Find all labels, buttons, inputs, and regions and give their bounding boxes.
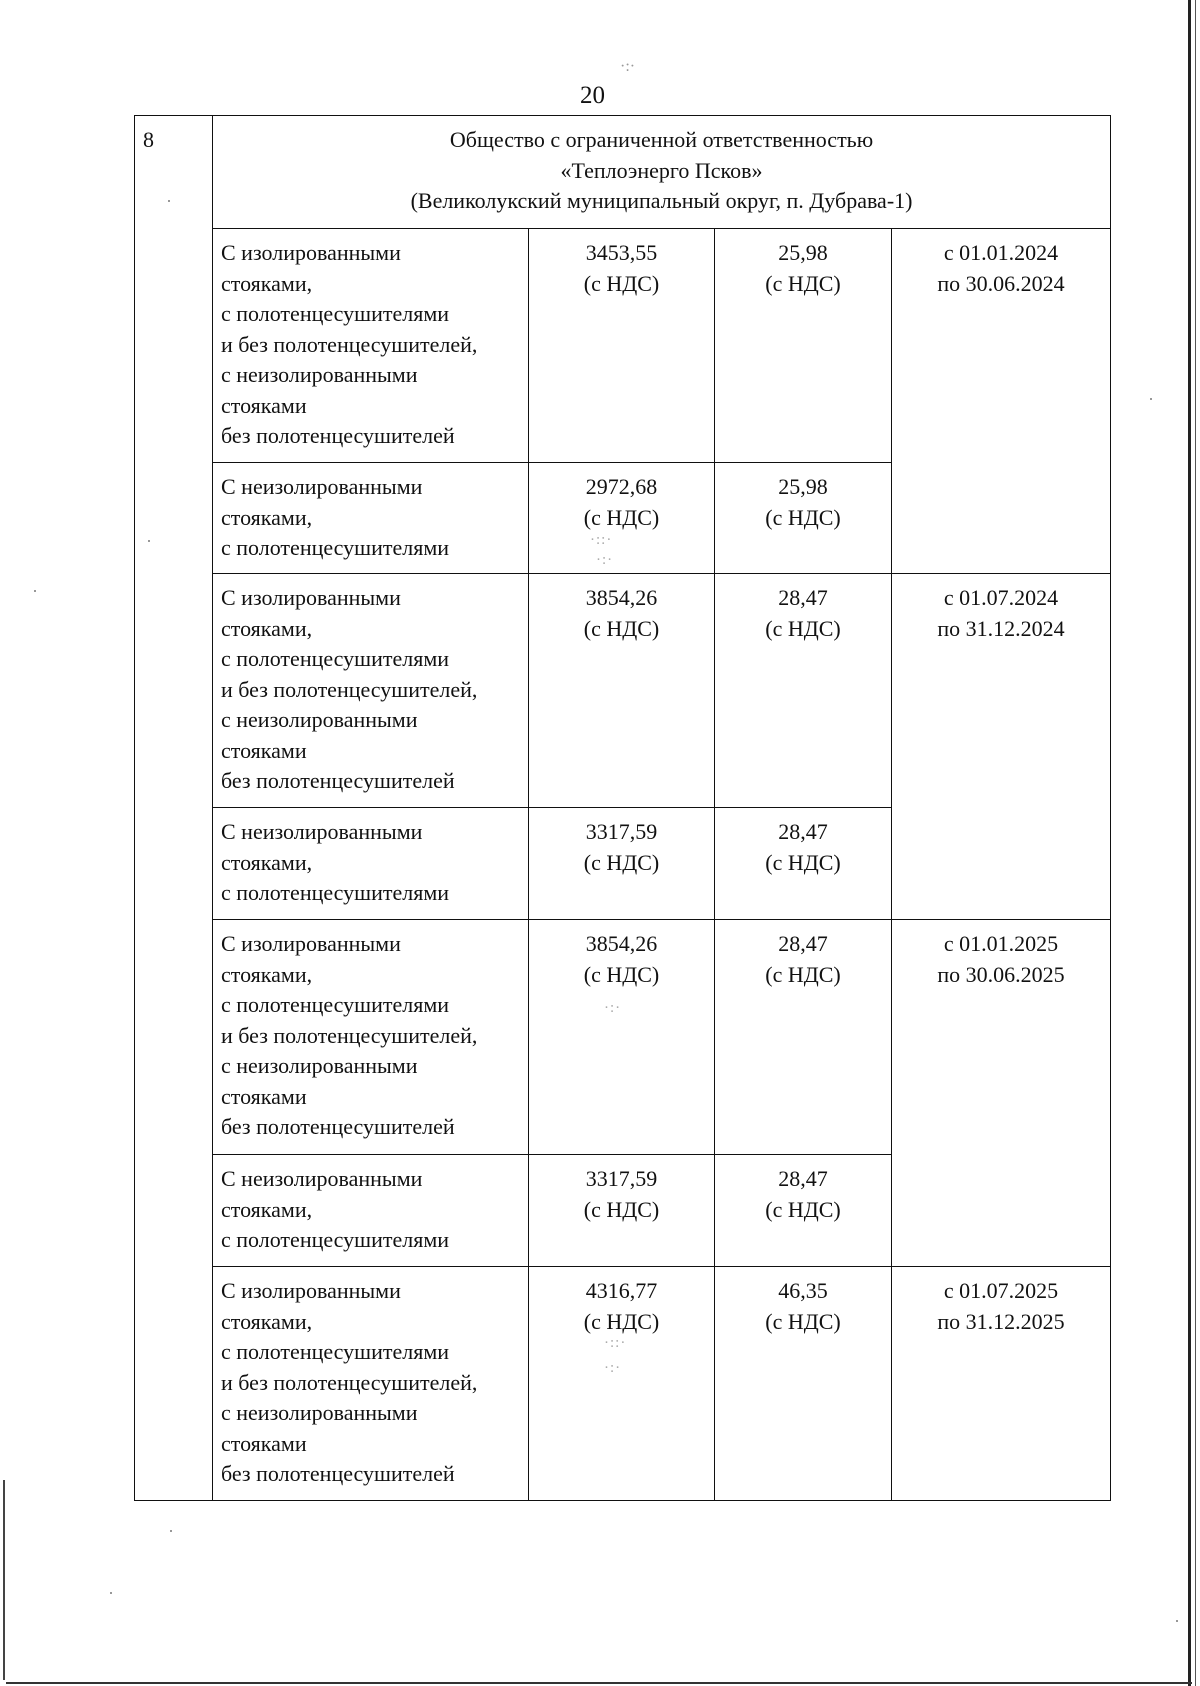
- tariff-description: [213, 1267, 529, 1501]
- tariff-price: [529, 229, 715, 463]
- description-line: С изолированными: [221, 1278, 401, 1303]
- tariff-price: [529, 1155, 715, 1267]
- fee-value: 25,98: [778, 240, 828, 265]
- price-value: 3854,26: [585, 585, 658, 610]
- tariff-fee: [715, 574, 892, 808]
- description-line: стояками,: [221, 504, 313, 530]
- description-line: С изолированными: [221, 931, 401, 956]
- description-line: с неизолированными: [221, 1400, 418, 1425]
- period-to: по 30.06.2025: [937, 961, 1065, 987]
- tariff-row: [135, 229, 1111, 463]
- description-line: без полотенцесушителей: [221, 768, 455, 793]
- description-line: стояками,: [221, 270, 313, 296]
- description-line: стояками: [221, 1430, 307, 1456]
- description-line: стояками: [221, 392, 307, 418]
- tariff-fee: [715, 808, 892, 920]
- organization-row: [135, 116, 1111, 229]
- price-vat-note: (с НДС): [583, 504, 660, 530]
- description-line: стояками,: [221, 1196, 313, 1222]
- period-from: с 01.01.2025: [943, 931, 1059, 956]
- fee-value: 46,35: [778, 1278, 828, 1303]
- period-to: по 31.12.2025: [937, 1308, 1065, 1334]
- scan-edge-bottom: [6, 1682, 1192, 1684]
- fee-value: 28,47: [778, 819, 828, 844]
- organization-location: (Великолукский муниципальный округ, п. Дубрава-1): [410, 188, 913, 213]
- bleed-through-mark: ·::·: [590, 532, 613, 548]
- tariff-fee: [715, 229, 892, 463]
- description-line: с неизолированными: [221, 707, 418, 732]
- tariff-table: [134, 115, 1111, 1501]
- price-vat-note: (с НДС): [583, 849, 660, 875]
- price-vat-note: (с НДС): [583, 961, 660, 987]
- description-line: стояками,: [221, 1308, 313, 1334]
- fee-vat-note: (с НДС): [765, 504, 841, 530]
- tariff-description: [213, 1155, 529, 1267]
- description-line: без полотенцесушителей: [221, 1114, 455, 1139]
- description-line: С изолированными: [221, 240, 401, 265]
- period-to: по 31.12.2024: [937, 615, 1065, 641]
- fee-vat-note: (с НДС): [765, 961, 841, 987]
- description-line: С неизолированными: [221, 1166, 423, 1191]
- fee-vat-note: (с НДС): [765, 615, 841, 641]
- organization-header: [213, 116, 1111, 229]
- description-line: стояками,: [221, 615, 313, 641]
- fee-value: 28,47: [778, 585, 828, 610]
- scan-speck: [168, 200, 170, 202]
- price-vat-note: (с НДС): [583, 615, 660, 641]
- tariff-fee: [715, 1267, 892, 1501]
- price-value: 3317,59: [585, 819, 658, 844]
- scan-speck: [1150, 398, 1152, 400]
- period-from: с 01.07.2025: [943, 1278, 1059, 1303]
- description-line: с полотенцесушителями: [221, 880, 450, 905]
- description-line: стояками: [221, 737, 307, 763]
- description-line: с полотенцесушителями: [221, 301, 450, 326]
- price-value: 3854,26: [585, 931, 658, 956]
- description-line: и без полотенцесушителей,: [221, 676, 478, 702]
- description-line: С неизолированными: [221, 819, 423, 844]
- description-line: с полотенцесушителями: [221, 646, 450, 671]
- fee-vat-note: (с НДС): [765, 1308, 841, 1334]
- tariff-period: [892, 574, 1111, 920]
- tariff-row: [135, 920, 1111, 1155]
- tariff-fee: [715, 920, 892, 1155]
- bleed-through-mark: ·:·: [604, 1360, 622, 1376]
- bleed-through-mark: ·:·: [620, 58, 636, 75]
- description-line: с полотенцесушителями: [221, 992, 450, 1017]
- tariff-row: [135, 574, 1111, 808]
- description-line: с полотенцесушителями: [221, 1227, 450, 1252]
- tariff-price: [529, 808, 715, 920]
- price-value: 4316,77: [585, 1278, 658, 1303]
- bleed-through-mark: ·:·: [604, 1000, 622, 1016]
- description-line: с неизолированными: [221, 362, 418, 387]
- organization-name-line2: «Теплоэнерго Псков»: [560, 157, 763, 183]
- description-line: С неизолированными: [221, 474, 423, 499]
- tariff-description: [213, 808, 529, 920]
- price-vat-note: (с НДС): [583, 270, 660, 296]
- fee-value: 28,47: [778, 931, 828, 956]
- tariff-period: [892, 920, 1111, 1267]
- fee-vat-note: (с НДС): [765, 1196, 841, 1222]
- fee-vat-note: (с НДС): [765, 270, 841, 296]
- fee-value: 25,98: [778, 474, 828, 499]
- tariff-price: [529, 574, 715, 808]
- description-line: с неизолированными: [221, 1053, 418, 1078]
- description-line: с полотенцесушителями: [221, 535, 450, 560]
- description-line: стояками: [221, 1083, 307, 1109]
- page-number: 20: [580, 82, 605, 109]
- price-value: 2972,68: [585, 474, 658, 499]
- scan-speck: [148, 540, 150, 542]
- scan-speck: [1176, 1620, 1178, 1622]
- price-value: 3317,59: [585, 1166, 658, 1191]
- scan-edge-left: [3, 1480, 5, 1680]
- row-number: 8: [135, 116, 213, 1501]
- tariff-fee: [715, 463, 892, 574]
- fee-value: 28,47: [778, 1166, 828, 1191]
- period-from: с 01.07.2024: [943, 585, 1059, 610]
- price-vat-note: (с НДС): [583, 1196, 660, 1222]
- tariff-description: [213, 920, 529, 1155]
- description-line: без полотенцесушителей: [221, 1461, 455, 1486]
- tariff-period: [892, 229, 1111, 574]
- tariff-period: [892, 1267, 1111, 1501]
- scan-speck: [170, 1530, 172, 1532]
- bleed-through-mark: ·:·: [596, 552, 614, 568]
- description-line: и без полотенцесушителей,: [221, 1022, 478, 1048]
- description-line: с полотенцесушителями: [221, 1339, 450, 1364]
- tariff-price: [529, 463, 715, 574]
- tariff-description: [213, 229, 529, 463]
- bleed-through-mark: ·::·: [604, 1335, 627, 1351]
- tariff-description: [213, 463, 529, 574]
- period-from: с 01.01.2024: [943, 240, 1059, 265]
- tariff-price: [529, 1267, 715, 1501]
- tariff-row: [135, 1267, 1111, 1501]
- tariff-fee: [715, 1155, 892, 1267]
- scan-edge-right: [1188, 0, 1191, 1686]
- period-to: по 30.06.2024: [937, 270, 1065, 296]
- description-line: и без полотенцесушителей,: [221, 1369, 478, 1395]
- scan-speck: [34, 590, 36, 592]
- description-line: и без полотенцесушителей,: [221, 331, 478, 357]
- description-line: стояками,: [221, 849, 313, 875]
- description-line: стояками,: [221, 961, 313, 987]
- scan-speck: [110, 1592, 112, 1594]
- price-value: 3453,55: [585, 240, 658, 265]
- price-vat-note: (с НДС): [583, 1308, 660, 1334]
- description-line: С изолированными: [221, 585, 401, 610]
- description-line: без полотенцесушителей: [221, 423, 455, 448]
- scan-edge-right-inner: [1195, 0, 1196, 1686]
- fee-vat-note: (с НДС): [765, 849, 841, 875]
- tariff-description: [213, 574, 529, 808]
- organization-name-line1: Общество с ограниченной ответственностью: [449, 127, 874, 152]
- tariff-price: [529, 920, 715, 1155]
